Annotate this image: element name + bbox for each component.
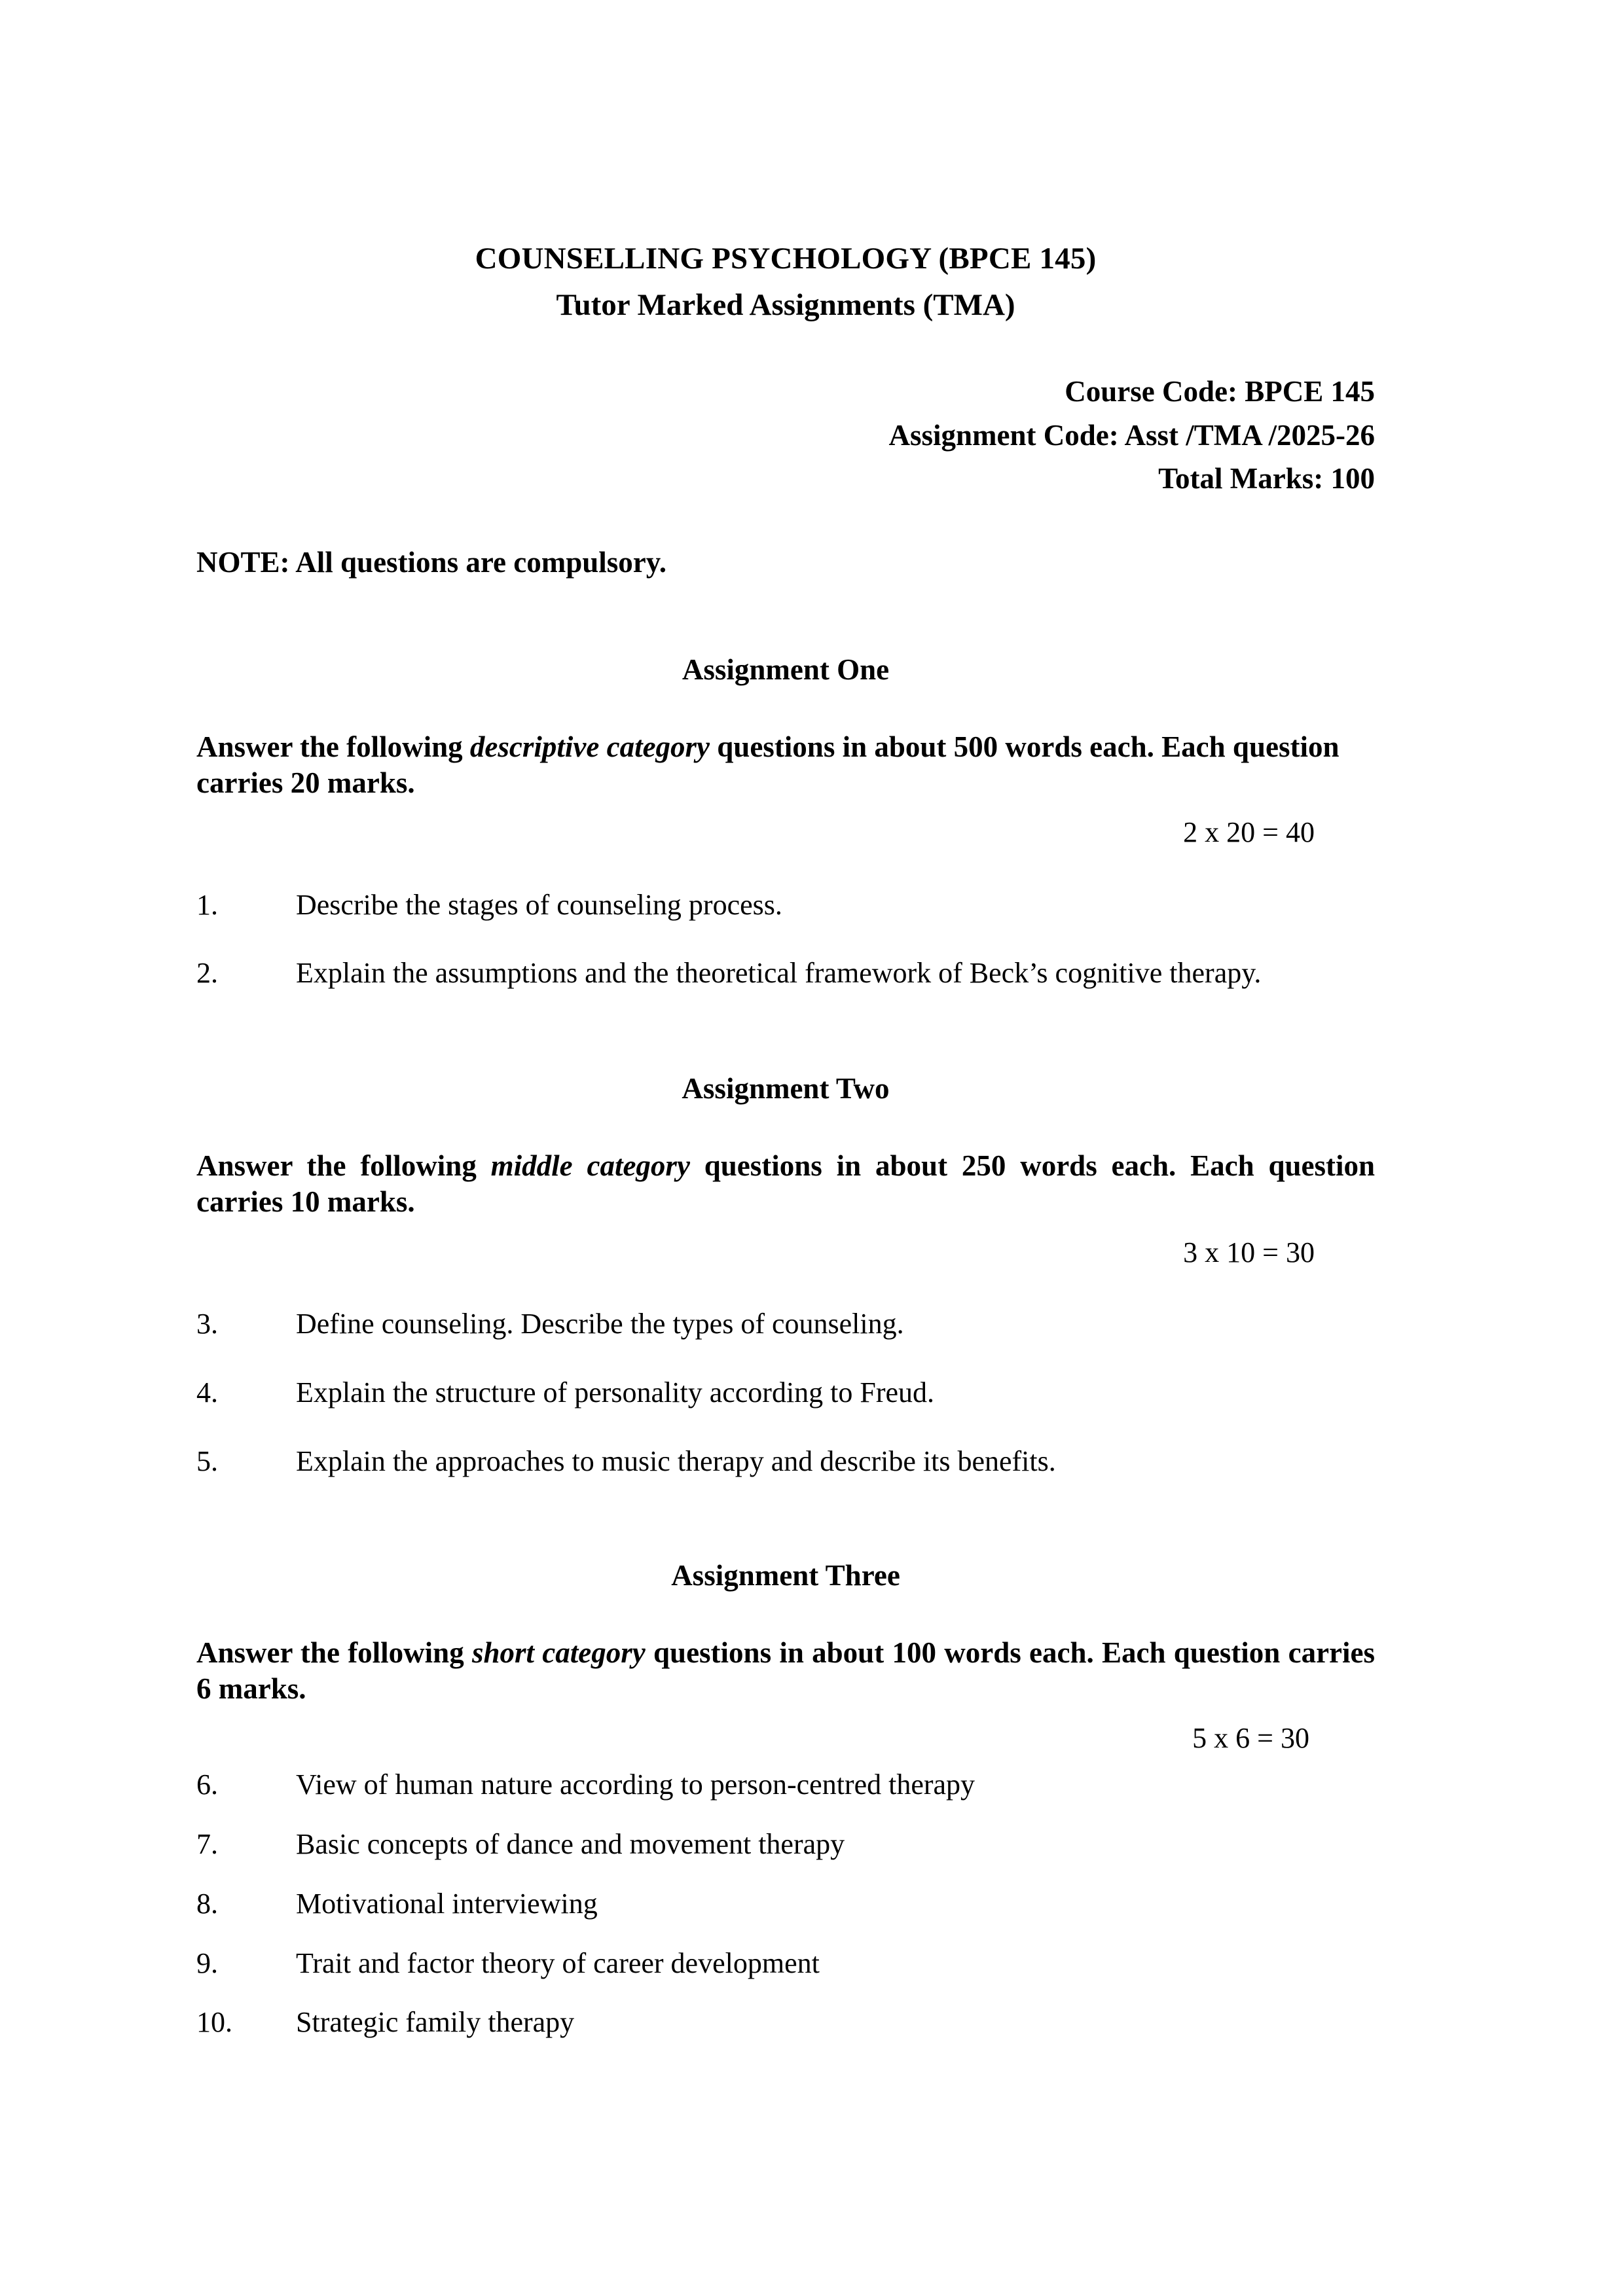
- question-item: [196, 1376, 1375, 1410]
- question-item: [196, 1444, 1375, 1479]
- document-subtitle: Tutor Marked Assignments (TMA): [556, 288, 1015, 322]
- question-item: [196, 956, 1375, 991]
- instruction-text-after: questions in about 250 words each. Each question carries 10 marks.: [196, 1149, 1376, 1219]
- question-item: [196, 1827, 1375, 1862]
- assignment-one-instruction: [196, 729, 1375, 801]
- assignment-two-questions: [196, 1307, 1375, 1479]
- question-item: [196, 1307, 1375, 1342]
- question-number: 4.: [196, 1376, 218, 1408]
- question-text: Explain the approaches to music therapy and describe its benefits.: [296, 1444, 1056, 1477]
- question-text: View of human nature according to person-centred therapy: [296, 1768, 976, 1801]
- instruction-category-emphasis: middle category: [490, 1149, 690, 1183]
- question-number: 10.: [196, 2006, 232, 2039]
- question-number: 8.: [196, 1887, 218, 1920]
- assignment-one-questions: [196, 888, 1375, 992]
- question-text: Strategic family therapy: [296, 2006, 575, 2039]
- assignment-three-instruction: [196, 1635, 1375, 1707]
- question-text: Explain the assumptions and the theoretical framework of Beck’s cognitive therapy.: [296, 957, 1262, 990]
- assignment-two-heading: Assignment Two: [682, 1072, 890, 1105]
- question-number: 6.: [196, 1768, 218, 1801]
- question-item: [196, 2005, 1375, 2040]
- assignment-three-heading: Assignment Three: [671, 1559, 900, 1592]
- instruction-text-before: Answer the following: [196, 1149, 491, 1183]
- question-text: Motivational interviewing: [296, 1887, 598, 1920]
- question-text: Trait and factor theory of career development: [296, 1946, 820, 1979]
- question-number: 7.: [196, 1827, 218, 1860]
- question-text: Define counseling. Describe the types of counseling.: [296, 1307, 904, 1340]
- assignment-three-questions: [196, 1768, 1375, 2040]
- question-number: 1.: [196, 888, 218, 921]
- question-text: Describe the stages of counseling process.: [296, 888, 782, 921]
- document-title: COUNSELLING PSYCHOLOGY (BPCE 145): [475, 242, 1097, 276]
- question-item: [196, 1946, 1375, 1981]
- instruction-text-after: questions in about 500 words each. Each question carries 20 marks.: [196, 730, 1340, 799]
- question-text: Basic concepts of dance and movement therapy: [296, 1827, 845, 1860]
- assignment-three-marks: 5 x 6 = 30: [1192, 1722, 1309, 1755]
- question-number: 5.: [196, 1444, 218, 1477]
- question-number: 2.: [196, 957, 218, 990]
- question-item: [196, 1768, 1375, 1803]
- course-meta-block: [196, 370, 1375, 501]
- document-content: [196, 0, 1375, 2040]
- question-number: 3.: [196, 1307, 218, 1340]
- instruction-text-after: questions in about 100 words each. Each question carries 6 marks.: [196, 1636, 1376, 1706]
- course-code: Course Code: BPCE 145: [1065, 375, 1375, 408]
- instruction-category-emphasis: descriptive category: [469, 730, 710, 763]
- assignment-two-marks: 3 x 10 = 30: [1183, 1236, 1315, 1268]
- assignment-two-instruction: [196, 1148, 1375, 1220]
- assignment-code: Assignment Code: Asst /TMA /2025-26: [888, 418, 1375, 452]
- compulsory-note: NOTE: All questions are compulsory.: [196, 545, 667, 579]
- question-item: [196, 888, 1375, 923]
- total-marks: Total Marks: 100: [1158, 462, 1375, 495]
- assignment-one-heading: Assignment One: [682, 653, 890, 686]
- question-text: Explain the structure of personality according to Freud.: [296, 1376, 935, 1408]
- question-item: [196, 1887, 1375, 1922]
- question-number: 9.: [196, 1946, 218, 1979]
- instruction-text-before: Answer the following: [196, 730, 470, 763]
- instruction-category-emphasis: short category: [471, 1636, 646, 1670]
- instruction-text-before: Answer the following: [196, 1636, 472, 1670]
- assignment-one-marks: 2 x 20 = 40: [1183, 816, 1315, 848]
